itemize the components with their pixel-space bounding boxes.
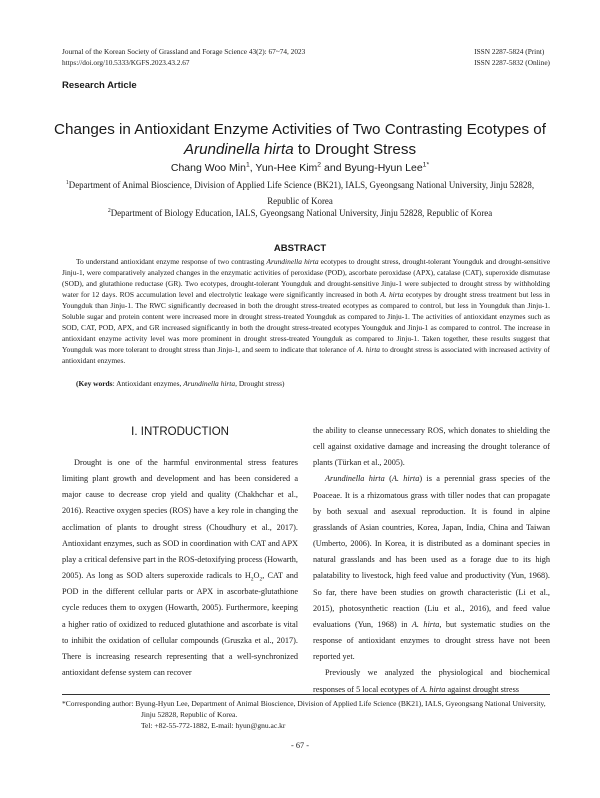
affiliation-2-text: Department of Biology Education, IALS, Gyeongsang National University, Jinju 52828, Republic of Korea bbox=[110, 208, 493, 218]
species-name: A. hirta bbox=[391, 474, 420, 484]
footnote-contact: Tel: +82-55-772-1882, E-mail: hyun@gnu.ac.kr bbox=[141, 721, 286, 730]
intro-paragraph-1-continued: the ability to cleanse unnecessary ROS, which donates to shielding the cell against oxidative damage and increasing the drought tolerance of plants (Türkan et al., 2005). bbox=[313, 426, 550, 468]
affiliation-1-number: 1 bbox=[65, 180, 69, 187]
affiliation-2 bbox=[52, 207, 548, 219]
paragraph-segment: , CAT and POD in the different cellular parts or APX in ascorbate-glutathione cycle reduces them to oxygen (Howarth, 2005). Furthermore, keeping a higher ratio of oxidized to reduced glutathione and ascorbate is vital to inhibit the oxidation of cellular compounds (Gruszka et al., 2017). There is increasing research representing that a well-synchronized antioxidant defense system can recover bbox=[62, 571, 298, 678]
paragraph-segment: ( bbox=[384, 474, 392, 484]
author-1-affil: 1 bbox=[245, 161, 250, 169]
intro-paragraph-1 bbox=[62, 455, 298, 681]
keywords-species: Arundinella hirta bbox=[183, 379, 236, 388]
title-part-1: Changes in Antioxidant Enzyme Activities of Two Contrasting Ecotypes of bbox=[54, 121, 546, 138]
doi-link[interactable]: https://doi.org/10.5333/KGFS.2023.43.2.67 bbox=[62, 58, 190, 67]
paragraph-segment: ) is a perennial grass species of the Poaceae. It is a rhizomatous grass with tiller nodes that can propagate by both sexual and asexual reproduction. It is found in alpine grasslands of Asian countries, Korea, Japan, India, China and Taiwan (Umberto, 2006). In Korea, it is distributed as a dominant species in natural grasslands and has been used as a forage due to its high palatability to livestock, high feed value and productivity (Yun, 1968). So far, there have been studies on growth characteristic (Li et al., 2015), photosynthetic reaction (Liu et al., 2016), and feed value evaluations (Yun, 1968) in bbox=[313, 474, 550, 629]
affiliation-1 bbox=[52, 177, 548, 209]
journal-citation: Journal of the Korean Society of Grassland and Forage Science 43(2): 67~74, 2023 bbox=[62, 47, 306, 56]
subscript: 2 bbox=[259, 576, 263, 583]
author-1: Chang Woo Min bbox=[170, 162, 246, 174]
article-title bbox=[40, 120, 560, 160]
abstract-segment: ecotypes by drought stress treatment but less in Youngduk than Jinju-1. The RWC significantly decreased in both the drought stress-treated ecotypes as compared to control, but less in Youngduk than Jinju-1. Soluble sugar and protein content were increased more in drought stress-treated Youngduk as compared to Jinju-1. The activities of antioxidant enzymes such as SOD, CAT, POD, APX, and GR increased significantly in both the drought stress-treated ecotypes Youngduk and Jinju-1 as compared to control. The increase in antioxidant enzyme activity level was more prominent in drought stress-treated Youngduk as compared to Jinju-1. Taken together, these results suggest that Youngduk was more tolerant to drought stress than Jinju-1, and seem to indicate that tolerance of bbox=[62, 290, 550, 355]
author-2: Yun-Hee Kim bbox=[255, 162, 318, 174]
abstract-segment: ecotypes to drought stress, drought-tolerant Youngduk and drought-sensitive Jinju-1, were comparatively analyzed changes in the enzymatic activities of peroxidase (POD), ascorbate peroxidase (APX), catalase (CAT), superoxide dismutase (SOD), and glutathione reductase (GR). Two ecotypes, drought-tolerant Youngduk and drought-sensitive Jinju-1 were subjected to drought stress by withholding water for 12 days. ROS accumulation level and electrolytic leakage were significantly increased in both bbox=[62, 257, 550, 300]
footnote-line-1 bbox=[62, 698, 550, 720]
species-name: Arundinella hirta bbox=[325, 474, 385, 484]
keywords-segment: : Antioxidant enzymes, bbox=[112, 379, 184, 388]
intro-paragraph-2 bbox=[313, 471, 550, 665]
introduction-heading: Ⅰ. INTRODUCTION bbox=[131, 426, 229, 438]
title-species: Arundinella hirta bbox=[183, 141, 294, 158]
abstract-species: A. hirta bbox=[357, 345, 381, 355]
author-separator: , bbox=[249, 162, 256, 174]
footnote-label: *Corresponding author: bbox=[62, 699, 136, 708]
article-type: Research Article bbox=[62, 80, 137, 91]
footnote-divider bbox=[62, 694, 550, 695]
abstract-segment: To understand antioxidant enzyme response of two contrasting bbox=[76, 257, 267, 266]
author-2-affil: 2 bbox=[317, 161, 322, 169]
paragraph-segment: , but systematic studies on the response of antioxidant enzymes to drought stress have not been reported yet. bbox=[313, 619, 550, 662]
keywords bbox=[76, 378, 550, 389]
paragraph-segment: against drought stress bbox=[445, 684, 519, 694]
affiliation-2-number: 2 bbox=[107, 208, 111, 215]
keywords-segment: , Drought stress) bbox=[235, 379, 285, 388]
author-3: Byung-Hyun Lee bbox=[344, 162, 423, 174]
page-number: - 67 - bbox=[291, 741, 309, 750]
abstract-species: A. hirta bbox=[380, 290, 404, 300]
footnote-address: Byung-Hyun Lee, Department of Animal Bioscience, Division of Applied Life Science (BK21), IALS, Gyeongsang National University, Jinju 52828, Republic of Korea. bbox=[135, 699, 546, 719]
issn-print: ISSN 2287-5824 (Print) bbox=[474, 47, 545, 56]
paragraph-segment: O bbox=[253, 571, 260, 581]
keywords-label: (Key words bbox=[76, 379, 113, 388]
issn-online: ISSN 2287-5832 (Online) bbox=[474, 58, 550, 67]
affiliation-1-text: Department of Animal Bioscience, Division of Applied Life Science (BK21), IALS, Gyeongsang National University, Jinju 52828, Republic of Korea bbox=[68, 180, 535, 206]
subscript: 2 bbox=[250, 576, 254, 583]
author-separator: and bbox=[321, 162, 345, 174]
abstract-heading: ABSTRACT bbox=[273, 243, 327, 254]
abstract-species: Arundinella hirta bbox=[266, 257, 319, 266]
author-list bbox=[40, 162, 560, 175]
species-name: A. hirta bbox=[411, 619, 440, 629]
intro-paragraph-3 bbox=[313, 665, 550, 697]
title-part-2: to Drought Stress bbox=[293, 141, 417, 158]
column-right bbox=[313, 423, 550, 698]
column-left bbox=[62, 455, 298, 681]
species-name: A. hirta bbox=[420, 684, 446, 694]
abstract-segment: to drought stress is associated with increased activity of antioxidant enzymes. bbox=[62, 345, 550, 366]
corresponding-author-footnote bbox=[62, 698, 550, 731]
author-3-affil: 1* bbox=[422, 161, 430, 169]
paragraph-segment: Drought is one of the harmful environmental stress features limiting plant growth and development and has been considered a major cause to decrease crop yield and quality (Chakhchar et al., 2016). Reactive oxygen species (ROS) have a key role in changing the acclimation of plants to drought stress (Choudhury et al., 2017). Antioxidant enzymes, such as SOD in coordination with CAT and APX play a critical defensive part in the ROS-detoxifying process (Howarth, 2005). As long as SOD alters superoxide radicals to H bbox=[62, 458, 298, 581]
paragraph-segment: Previously we analyzed the physiological and biochemical responses of 5 local ecotypes of bbox=[313, 668, 550, 694]
abstract-text bbox=[62, 256, 550, 366]
